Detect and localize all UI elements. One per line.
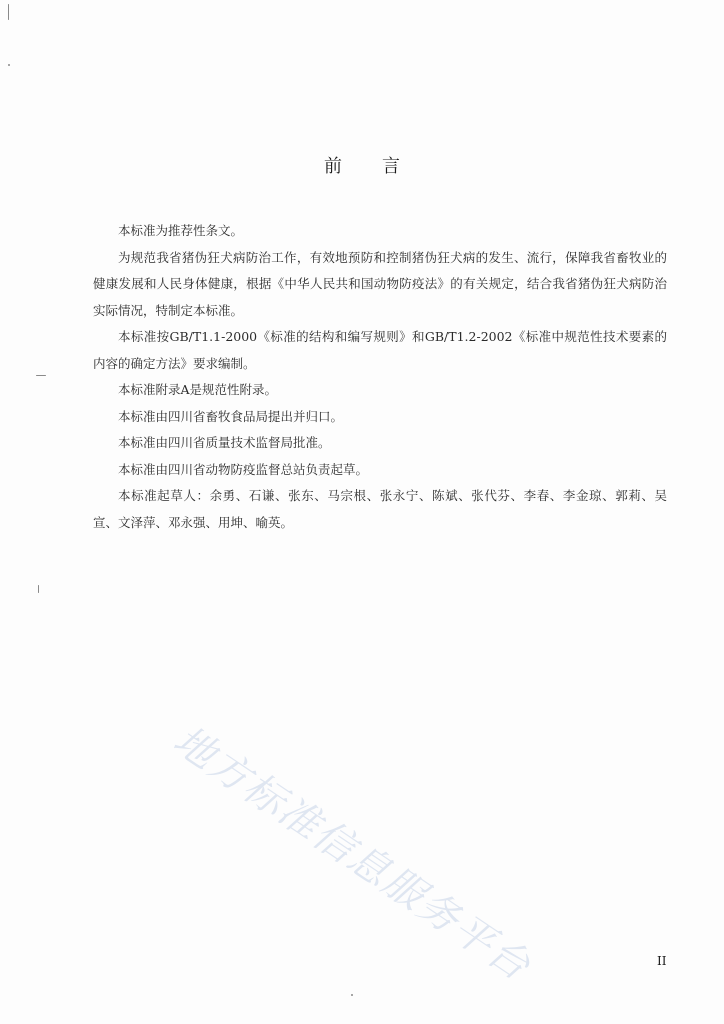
document-body: [93, 218, 667, 536]
scan-speck: [351, 994, 353, 996]
paragraph-standard-type: 本标准为推荐性条文。: [118, 223, 244, 238]
watermark: 地方标准信息服务平台: [165, 717, 540, 991]
scan-speck: [38, 585, 39, 593]
paragraph-approver: 本标准由四川省质量技术监督局批准。: [118, 435, 331, 450]
scan-speck: [36, 375, 46, 376]
paragraph-drafting-unit: 本标准由四川省动物防疫监督总站负责起草。: [118, 461, 369, 477]
paragraph-drafters: 本标准起草人：余勇、石谦、张东、马宗根、张永宁、陈斌、张代芬、李春、李金琼、郭莉、吴宣、文泽萍、邓永强、用坤、喻英。: [93, 488, 667, 530]
page-number: II: [657, 954, 667, 968]
paragraph-proposer: 本标准由四川省畜牧食品局提出并归口。: [118, 408, 344, 424]
page-title: 前言: [324, 156, 440, 177]
paragraph-purpose: 为规范我省猪伪狂犬病防治工作，有效地预防和控制猪伪狂犬病的发生、流行，保障我省畜牧业的健康发展和人民身体健康，根据《中华人民共和国动物防疫法》的有关规定，结合我省猪伪狂犬病防治实际情况，特制定本标准。: [93, 249, 667, 318]
scan-speck: [8, 64, 10, 66]
paragraph-compilation-basis: 本标准按GB/T1.1-2000《标准的结构和编写规则》和GB/T1.2-2002《标准中规范性技术要素的内容的确定方法》要求编制。: [93, 329, 667, 371]
scan-speck: [8, 4, 9, 20]
paragraph-appendix: 本标准附录A是规范性附录。: [118, 382, 278, 397]
